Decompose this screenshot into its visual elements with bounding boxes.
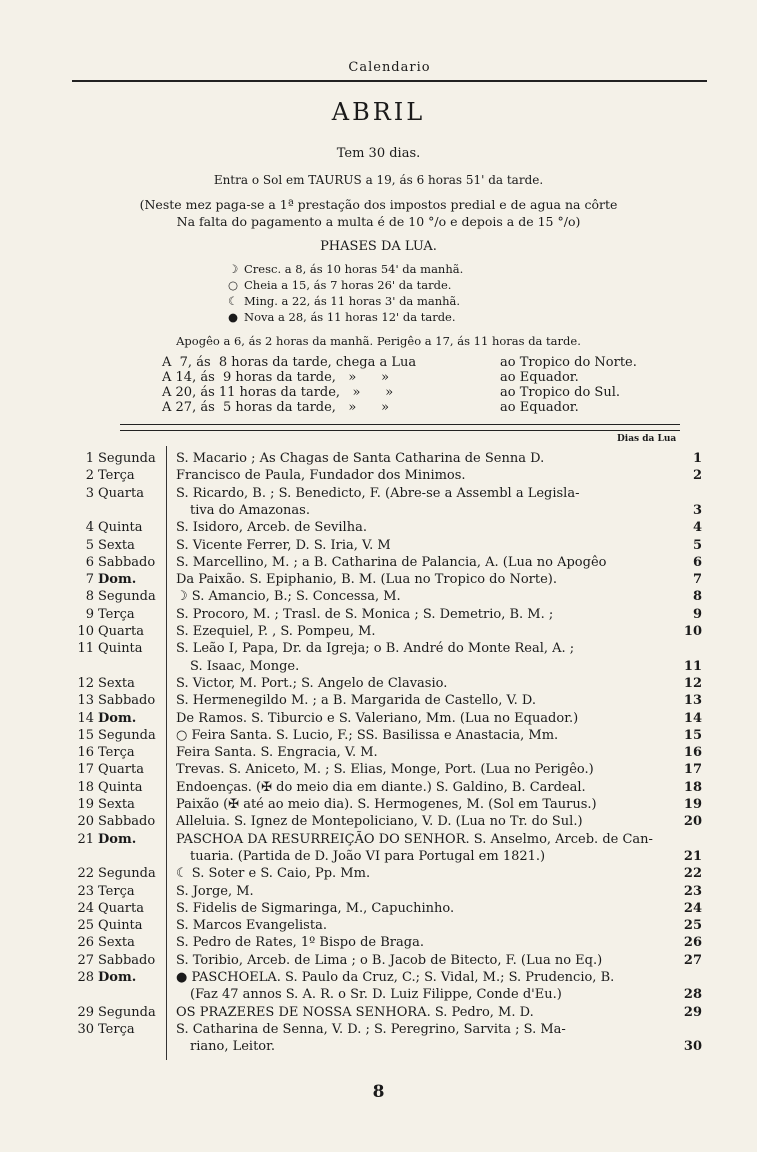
day-number: 19 xyxy=(77,797,94,812)
day-number: 27 xyxy=(77,952,94,968)
moon-day: 8 xyxy=(692,589,702,605)
saint-entry: S. Marcos Evangelista. xyxy=(176,918,327,934)
day-number: 8 xyxy=(85,589,94,605)
tropic-row-right: ao Equador. xyxy=(500,400,579,415)
moon-day: 13 xyxy=(683,693,702,709)
day-number: 6 xyxy=(85,554,94,570)
day-number: 4 xyxy=(85,520,94,536)
moon-days-heading: Dias da Lua xyxy=(617,434,677,444)
saint-entry: S. Victor, M. Port.; S. Angelo de Clavasio. xyxy=(176,675,448,691)
moon-phase-line xyxy=(228,262,463,276)
weekday-name: Segunda xyxy=(98,589,156,605)
saint-entry: S. Ricardo, B. ; S. Benedicto, F. (Abre-se a Assembl a Legisla- xyxy=(176,485,580,501)
saint-entry: Paixão (✠ até ao meio dia). S. Hermogenes, M. (Sol em Taurus.) xyxy=(176,797,597,812)
saint-entry: Endoenças. (✠ do meio dia em diante.) S. Galdino, B. Cardeal. xyxy=(176,779,586,795)
day-number: 2 xyxy=(85,468,94,484)
weekday-name: Segunda xyxy=(98,1004,156,1020)
day-number: 25 xyxy=(77,918,94,934)
moon-day: 3 xyxy=(692,502,702,518)
saint-entry: OS PRAZERES DE NOSSA SENHORA. S. Pedro, M. D. xyxy=(176,1004,534,1020)
day-number: 11 xyxy=(77,641,94,657)
section-rule xyxy=(120,424,680,431)
weekday-name: Quinta xyxy=(98,641,143,657)
saint-entry-continued: tiva do Amazonas. xyxy=(190,502,310,518)
moon-day: 10 xyxy=(683,624,702,639)
moon-day: 20 xyxy=(683,814,702,830)
day-number: 24 xyxy=(77,900,94,916)
moon-day: 21 xyxy=(683,848,702,864)
day-number: 13 xyxy=(77,693,94,709)
saint-entry: S. Hermenegildo M. ; a B. Margarida de Castello, V. D. xyxy=(176,693,536,709)
moon-day: 30 xyxy=(683,1039,702,1055)
tropic-row-left: A 7, ás 8 horas da tarde, chega a Lua xyxy=(162,355,417,370)
weekday-name: Quinta xyxy=(98,918,143,934)
moon-day: 28 xyxy=(683,987,702,1003)
saint-entry: S. Catharina de Senna, V. D. ; S. Peregrino, Sarvita ; S. Ma- xyxy=(176,1021,566,1037)
moon-day: 9 xyxy=(692,606,702,622)
month-title: ABRIL xyxy=(331,98,426,126)
day-number: 22 xyxy=(77,866,94,882)
weekday-name: Sabbado xyxy=(98,693,156,709)
saint-entry: De Ramos. S. Tiburcio e S. Valeriano, Mm. (Lua no Equador.) xyxy=(176,710,579,726)
day-number: 29 xyxy=(77,1004,94,1020)
tropic-row-left: A 27, ás 5 horas da tarde, » » xyxy=(162,400,390,415)
moon-phase-line xyxy=(228,310,456,324)
moon-phase-icon: ● xyxy=(228,310,239,324)
saint-entry-continued: riano, Leitor. xyxy=(190,1039,276,1055)
saint-entry: ☾ S. Soter e S. Caio, Pp. Mm. xyxy=(176,866,371,882)
weekday-name: Quarta xyxy=(98,485,144,501)
moon-day: 1 xyxy=(692,451,702,466)
day-number: 1 xyxy=(85,451,94,466)
day-number: 5 xyxy=(85,537,94,553)
moon-day: 18 xyxy=(683,779,702,795)
weekday-name: Sexta xyxy=(98,537,135,553)
moon-phase-icon: ☾ xyxy=(228,294,239,308)
day-number: 10 xyxy=(77,624,94,639)
moon-day: 24 xyxy=(683,900,702,916)
moon-day: 19 xyxy=(683,797,702,812)
day-number: 30 xyxy=(77,1021,94,1037)
saint-entry: ○ Feira Santa. S. Lucio, F.; SS. Basilissa e Anastacia, Mm. xyxy=(176,727,559,743)
saint-entry: S. Macario ; As Chagas de Santa Catharina de Senna D. xyxy=(176,451,545,466)
moon-day: 22 xyxy=(683,866,702,882)
tax-note-2: Na falta do pagamento a multa é de 10 °/o e depois a de 15 °/o) xyxy=(176,214,581,229)
day-number: 12 xyxy=(77,675,94,691)
day-number: 28 xyxy=(77,970,94,985)
weekday-name: Sexta xyxy=(98,675,135,691)
day-number: 16 xyxy=(77,745,94,761)
saint-entry: Alleluia. S. Ignez de Montepoliciano, V. D. (Lua no Tr. do Sul.) xyxy=(176,814,583,830)
day-number: 3 xyxy=(85,485,94,501)
moon-day: 25 xyxy=(683,918,702,934)
moon-day: 23 xyxy=(683,883,702,899)
moon-day: 16 xyxy=(683,745,702,761)
weekday-name: Terça xyxy=(98,606,135,622)
day-number: 20 xyxy=(77,814,94,830)
saint-entry: Feira Santa. S. Engracia, V. M. xyxy=(176,745,378,761)
weekday-name: Terça xyxy=(98,883,135,899)
saint-entry: S. Fidelis de Sigmaringa, M., Capuchinho. xyxy=(176,900,455,916)
moon-day: 2 xyxy=(692,468,702,484)
weekday-name: Dom. xyxy=(98,572,137,588)
moon-day: 7 xyxy=(692,572,702,588)
saint-entry-continued: tuaria. (Partida de D. João VI para Portugal em 1821.) xyxy=(190,848,546,864)
saint-entry: Da Paixão. S. Epiphanio, B. M. (Lua no Tropico do Norte). xyxy=(176,572,557,588)
saint-entry: S. Vicente Ferrer, D. S. Iria, V. M xyxy=(176,537,391,553)
tropic-row-right: ao Tropico do Norte. xyxy=(500,355,637,370)
column-divider xyxy=(166,446,167,1060)
saint-entry: Trevas. S. Aniceto, M. ; S. Elias, Monge, Port. (Lua no Perigêo.) xyxy=(176,762,594,778)
moon-phase-line xyxy=(228,278,451,292)
apogee-note: Apogêo a 6, ás 2 horas da manhã. Perigêo a 17, ás 11 horas da tarde. xyxy=(176,334,581,348)
moon-phase-text: Cheia a 15, ás 7 horas 26' da tarde. xyxy=(244,278,452,292)
moon-day: 15 xyxy=(683,727,702,743)
tropic-row-right: ao Equador. xyxy=(500,370,579,385)
saint-entry: S. Isidoro, Arceb. de Sevilha. xyxy=(176,520,367,536)
day-number: 21 xyxy=(77,831,94,847)
day-number: 9 xyxy=(85,606,94,622)
weekday-name: Sabbado xyxy=(98,952,156,968)
saint-entry: S. Pedro de Rates, 1º Bispo de Braga. xyxy=(176,935,424,951)
moon-day: 12 xyxy=(683,675,702,691)
saint-entry: PASCHOA DA RESURREIÇÃO DO SENHOR. S. Anselmo, Arceb. de Can- xyxy=(176,831,653,847)
weekday-name: Terça xyxy=(98,1021,135,1037)
day-number: 15 xyxy=(77,727,94,743)
weekday-name: Quinta xyxy=(98,779,143,795)
moon-phase-text: Cresc. a 8, ás 10 horas 54' da manhã. xyxy=(244,262,464,276)
weekday-name: Terça xyxy=(98,745,135,761)
moon-day: 17 xyxy=(683,762,702,778)
day-number: 7 xyxy=(85,572,94,588)
weekday-name: Dom. xyxy=(98,970,137,985)
sun-entry: Entra o Sol em TAURUS a 19, ás 6 horas 51' da tarde. xyxy=(213,173,544,187)
weekday-name: Sexta xyxy=(98,797,135,812)
tropic-row-left: A 14, ás 9 horas da tarde, » » xyxy=(162,370,390,385)
tropic-row-right: ao Tropico do Sul. xyxy=(500,385,620,400)
moon-day: 27 xyxy=(683,952,702,968)
saint-entry: S. Ezequiel, P. , S. Pompeu, M. xyxy=(176,624,376,639)
moon-phase-icon: ○ xyxy=(228,278,239,292)
weekday-name: Sabbado xyxy=(98,554,156,570)
weekday-name: Dom. xyxy=(98,831,137,847)
saint-entry: S. Procoro, M. ; Trasl. de S. Monica ; S. Demetrio, B. M. ; xyxy=(176,606,554,622)
moon-phase-text: Ming. a 22, ás 11 horas 3' da manhã. xyxy=(244,294,461,308)
phases-title: PHASES DA LUA. xyxy=(320,239,437,254)
weekday-name: Quarta xyxy=(98,624,144,639)
tropic-row-left: A 20, ás 11 horas da tarde, » » xyxy=(162,385,394,400)
saint-entry: S. Marcellino, M. ; a B. Catharina de Palancia, A. (Lua no Apogêo xyxy=(176,554,607,570)
days-count: Tem 30 dias. xyxy=(336,146,421,161)
moon-day: 11 xyxy=(683,658,702,674)
day-number: 26 xyxy=(77,935,94,951)
moon-day: 26 xyxy=(683,935,702,951)
weekday-name: Segunda xyxy=(98,866,156,882)
moon-day: 4 xyxy=(692,520,702,536)
weekday-name: Segunda xyxy=(98,727,156,743)
moon-day: 6 xyxy=(692,554,702,570)
moon-phase-text: Nova a 28, ás 11 horas 12' da tarde. xyxy=(244,310,456,324)
day-number: 18 xyxy=(77,779,94,795)
weekday-name: Quarta xyxy=(98,900,144,916)
saint-entry: Francisco de Paula, Fundador dos Minimos. xyxy=(176,468,466,484)
saint-entry-continued: (Faz 47 annos S. A. R. o Sr. D. Luiz Filippe, Conde d'Eu.) xyxy=(190,987,562,1003)
weekday-name: Segunda xyxy=(98,451,156,466)
weekday-name: Terça xyxy=(98,468,135,484)
weekday-name: Quarta xyxy=(98,762,144,778)
weekday-name: Sabbado xyxy=(98,814,156,830)
saint-entry: S. Jorge, M. xyxy=(176,883,254,899)
weekday-name: Dom. xyxy=(98,710,137,726)
weekday-name: Sexta xyxy=(98,935,135,951)
saint-entry: S. Toribio, Arceb. de Lima ; o B. Jacob de Bitecto, F. (Lua no Eq.) xyxy=(176,952,603,968)
saint-entry: ☽ S. Amancio, B.; S. Concessa, M. xyxy=(176,589,401,605)
running-header: Calendario xyxy=(348,60,431,75)
day-number: 14 xyxy=(77,710,94,726)
moon-phase-icon: ☽ xyxy=(228,262,239,276)
page-number: 8 xyxy=(372,1082,385,1102)
saint-entry: ● PASCHOELA. S. Paulo da Cruz, C.; S. Vidal, M.; S. Prudencio, B. xyxy=(176,970,615,985)
weekday-name: Quinta xyxy=(98,520,143,536)
tax-note-1: (Neste mez paga-se a 1ª prestação dos impostos predial e de agua na côrte xyxy=(139,197,618,212)
saint-entry: S. Leão I, Papa, Dr. da Igreja; o B. André do Monte Real, A. ; xyxy=(176,641,575,657)
day-number: 23 xyxy=(77,883,94,899)
moon-day: 5 xyxy=(692,537,702,553)
day-number: 17 xyxy=(77,762,94,778)
moon-day: 14 xyxy=(683,710,702,726)
moon-phase-line xyxy=(228,294,460,308)
header-rule xyxy=(72,80,707,82)
moon-day: 29 xyxy=(683,1004,702,1020)
saint-entry-continued: S. Isaac, Monge. xyxy=(190,658,300,674)
